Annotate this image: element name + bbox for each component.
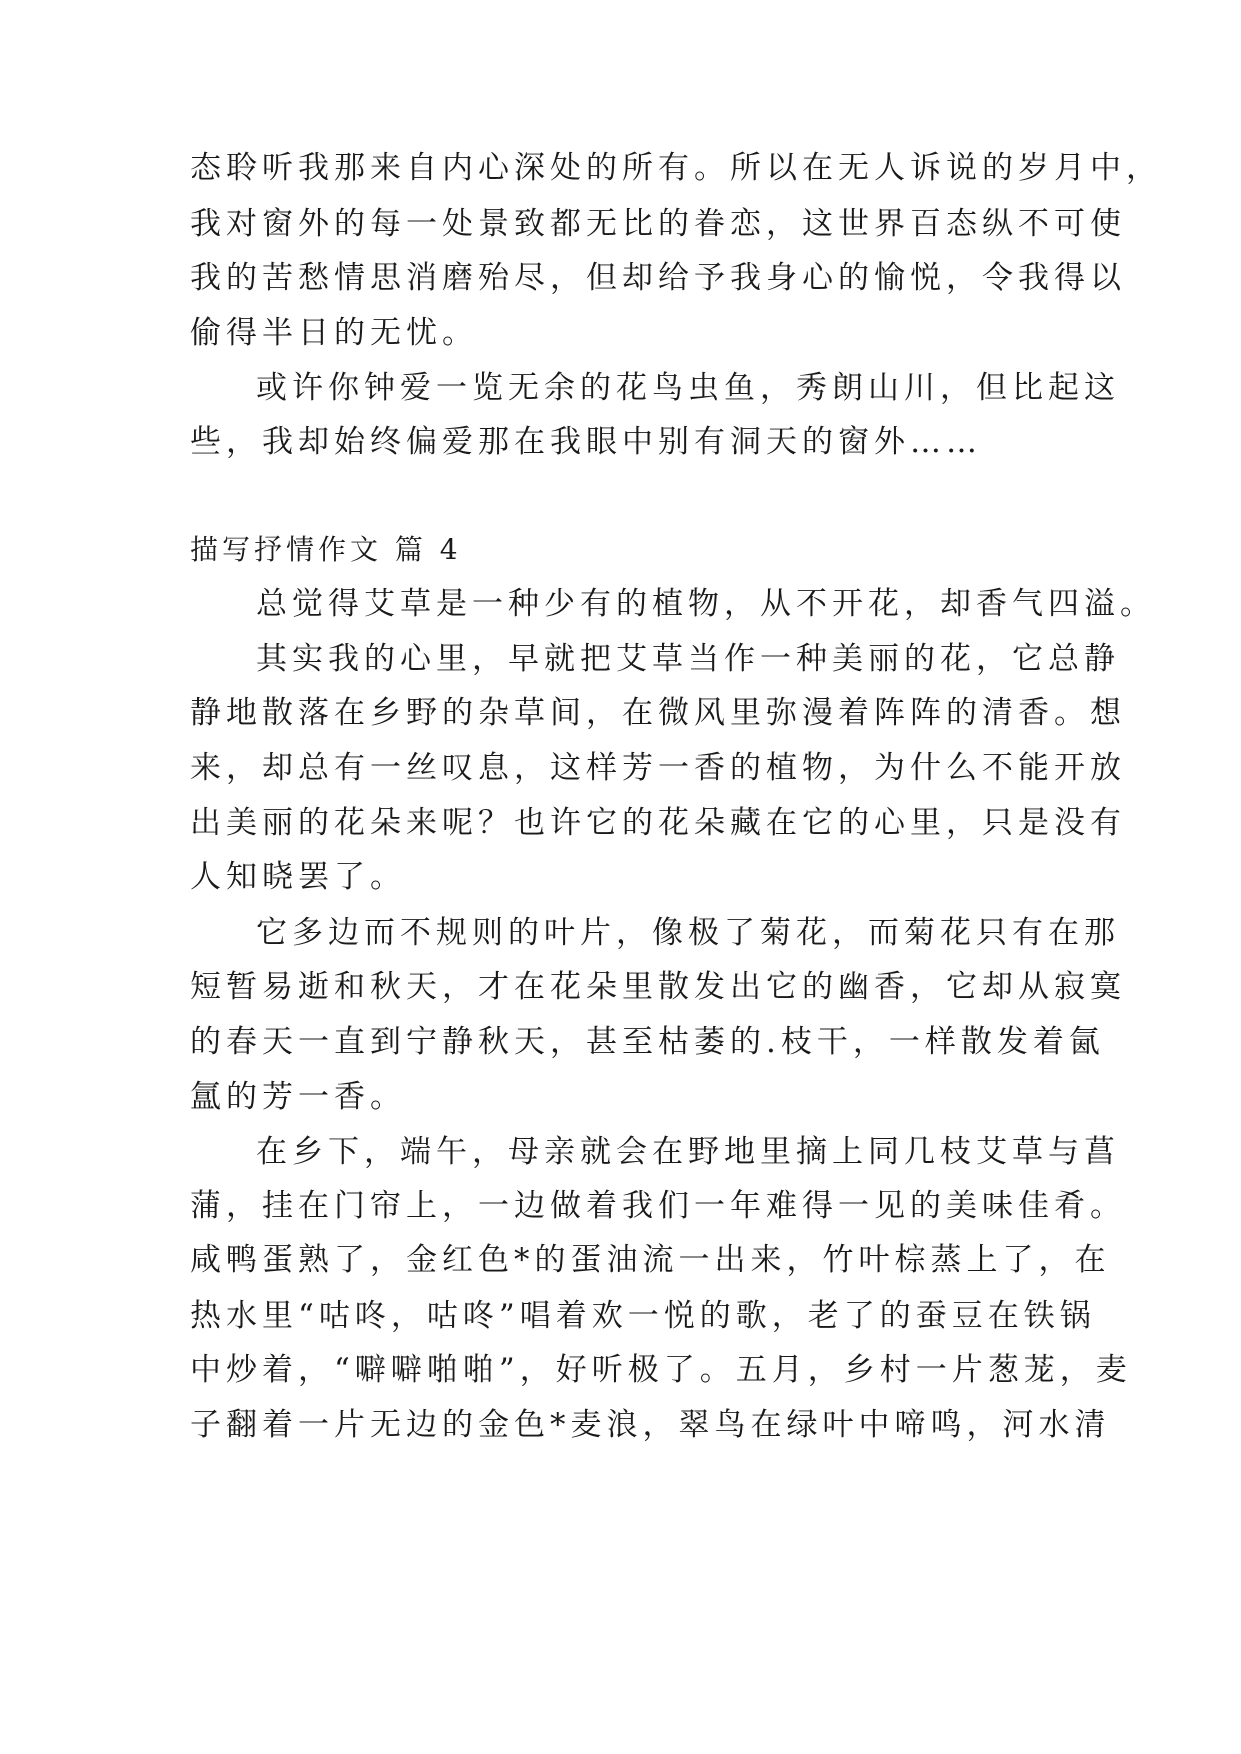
text-line: 热水里“咕咚，咕咚”唱着欢一悦的歌，老了的蚕豆在铁锅 [190, 1298, 1096, 1334]
text-line: 我对窗外的每一处景致都无比的眷恋，这世界百态纵不可使 [190, 206, 1126, 242]
text-line: 些，我却始终偏爱那在我眼中别有洞天的窗外…… [190, 424, 982, 460]
text-line: 我的苦愁情思消磨殆尽，但却给予我身心的愉悦，令我得以 [190, 260, 1126, 296]
paragraph-first-line: 其实我的心里，早就把艾草当作一种美丽的花，它总静 [256, 641, 1120, 677]
text-line: 蒲，挂在门帘上，一边做着我们一年难得一见的美味佳肴。 [190, 1188, 1126, 1224]
section-heading: 描写抒情作文 篇 4 [190, 533, 462, 566]
text-line: 人知晓罢了。 [190, 859, 406, 895]
text-line: 来，却总有一丝叹息，这样芳一香的植物，为什么不能开放 [190, 750, 1126, 786]
text-line: 中炒着，“噼噼啪啪”，好听极了。五月，乡村一片葱茏，麦 [190, 1352, 1132, 1388]
text-line: 出美丽的花朵来呢？也许它的花朵藏在它的心里，只是没有 [190, 805, 1126, 841]
text-line: 态聆听我那来自内心深处的所有。所以在无人诉说的岁月中， [190, 150, 1162, 186]
paragraph-first-line: 或许你钟爱一览无余的花鸟虫鱼，秀朗山川，但比起这 [256, 370, 1120, 406]
paragraph-first-line: 它多边而不规则的叶片，像极了菊花，而菊花只有在那 [256, 915, 1120, 951]
text-line: 偷得半日的无忧。 [190, 315, 478, 351]
paragraph-first-line: 总觉得艾草是一种少有的植物，从不开花，却香气四溢。 [256, 586, 1156, 622]
text-line: 短暂易逝和秋天，才在花朵里散发出它的幽香，它却从寂寞 [190, 969, 1126, 1005]
paragraph-first-line: 在乡下，端午，母亲就会在野地里摘上同几枝艾草与菖 [256, 1134, 1120, 1170]
text-line: 氲的芳一香。 [190, 1079, 406, 1115]
text-line: 子翻着一片无边的金色*麦浪，翠鸟在绿叶中啼鸣，河水清 [190, 1407, 1111, 1443]
text-line: 静地散落在乡野的杂草间，在微风里弥漫着阵阵的清香。想 [190, 695, 1126, 731]
text-line: 咸鸭蛋熟了，金红色*的蛋油流一出来，竹叶棕蒸上了，在 [190, 1242, 1111, 1278]
text-line: 的春天一直到宁静秋天，甚至枯萎的.枝干，一样散发着氤 [190, 1024, 1105, 1060]
